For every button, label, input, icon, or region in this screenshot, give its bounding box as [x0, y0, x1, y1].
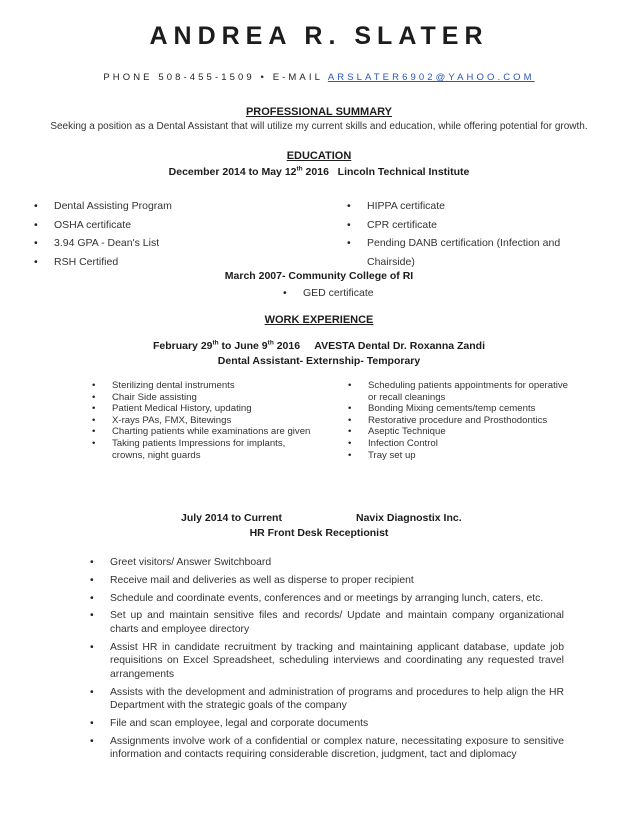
job1-date-sup-a: th	[212, 339, 219, 347]
phone-number: 508-455-1509	[158, 72, 255, 83]
job2-duty-item: • Receive mail and deliveries as well as disperse to proper recipient	[88, 574, 564, 588]
job1-date-b: to June 9	[218, 340, 268, 352]
summary-heading: PROFESSIONAL SUMMARY	[245, 106, 393, 118]
job1-duty-item: • Scheduling patients appointments for operative or recall cleanings	[346, 380, 578, 403]
work-heading: WORK EXPERIENCE	[264, 314, 374, 326]
education-ged-list	[281, 284, 441, 303]
job1-duty-item: • Restorative procedure and Prosthodontics	[346, 415, 578, 427]
job1-duty-item: • Bonding Mixing cements/temp cements	[346, 403, 578, 415]
education-item: • CPR certificate	[345, 216, 605, 235]
job1-duty-item: • Charting patients while examinations are given	[90, 426, 312, 438]
job1-left-list	[90, 380, 312, 461]
education-right-list	[345, 197, 605, 271]
email-link[interactable]: ARSLATER6902@YAHOO.COM	[327, 72, 535, 83]
job2-duty-item: • Assists with the development and administration of programs and procedures to help align the HR Department with the strategic goals of the company	[88, 686, 564, 713]
job1-date-c: 2016 AVESTA Dental Dr. Roxanna Zandi	[273, 340, 486, 352]
education-item: • RSH Certified	[32, 253, 292, 272]
education-item: • GED certificate	[281, 284, 441, 303]
job1-right-list	[346, 380, 578, 461]
job2-employer: Navix Diagnostix Inc.	[356, 512, 462, 524]
job2-duty-item: • Set up and maintain sensitive files and records/ Update and maintain company organizational charts and employee directory	[88, 609, 564, 636]
job1-duty-item: • Aseptic Technique	[346, 426, 578, 438]
lincoln-date-end: 2016 Lincoln Technical Institute	[302, 166, 470, 178]
education-line-lincoln	[0, 166, 638, 178]
education-item: • Pending DANB certification (Infection and Chairside)	[345, 234, 605, 271]
contact-separator: •	[260, 72, 267, 83]
job1-duty-item: • Patient Medical History, updating	[90, 403, 312, 415]
job2-title: HR Front Desk Receptionist	[249, 527, 389, 539]
education-left-list	[32, 197, 292, 271]
job2-duty-item: • File and scan employee, legal and corporate documents	[88, 717, 564, 731]
job1-duty-item: • Taking patients Impressions for implants, crowns, night guards	[90, 438, 312, 461]
candidate-name: ANDREA R. SLATER	[149, 22, 489, 50]
job1-duty-item: • Sterilizing dental instruments	[90, 380, 312, 392]
lincoln-date-sup: th	[296, 165, 303, 173]
job1-title: Dental Assistant- Externship- Temporary	[217, 355, 421, 367]
job2-list	[88, 556, 564, 766]
job1-duty-item: • Infection Control	[346, 438, 578, 450]
job1-date-sup-b: th	[267, 339, 274, 347]
job1-duty-item: • X-rays PAs, FMX, Bitewings	[90, 415, 312, 427]
job2-duty-item: • Assignments involve work of a confidential or complex nature, necessitating exposure to sensitive information and contacts requiring considerable discretion, judgment, tact and diplomacy	[88, 735, 564, 762]
job1-header-line	[0, 340, 638, 352]
education-item: • OSHA certificate	[32, 216, 292, 235]
job2-duty-item: • Schedule and coordinate events, conferences and or meetings by arranging lunch, caters, etc.	[88, 592, 564, 606]
education-line-ccri: March 2007- Community College of RI	[224, 270, 414, 282]
lincoln-date-start: December 2014 to May 12	[168, 166, 297, 178]
education-item: • 3.94 GPA - Dean's List	[32, 234, 292, 253]
job2-duty-item: • Assist HR in candidate recruitment by tracking and maintaining applicant database, update job requisitions on Excel Spreadsheet, scheduling interviews and coordinating any requested travel arrangements	[88, 641, 564, 682]
job1-duty-item: • Tray set up	[346, 450, 578, 462]
education-heading: EDUCATION	[286, 150, 352, 162]
education-item: • Dental Assisting Program	[32, 197, 292, 216]
phone-label: PHONE	[103, 72, 153, 83]
job2-date: July 2014 to Current	[181, 512, 282, 524]
job1-duty-item: • Chair Side assisting	[90, 392, 312, 404]
job1-date-a: February 29	[152, 340, 213, 352]
summary-text: Seeking a position as a Dental Assistant that will utilize my current skills and education, while offering potential for growth.	[50, 121, 588, 132]
job2-duty-item: • Greet visitors/ Answer Switchboard	[88, 556, 564, 570]
education-item: • HIPPA certificate	[345, 197, 605, 216]
email-label: E-MAIL	[272, 72, 323, 83]
contact-line	[0, 72, 638, 83]
